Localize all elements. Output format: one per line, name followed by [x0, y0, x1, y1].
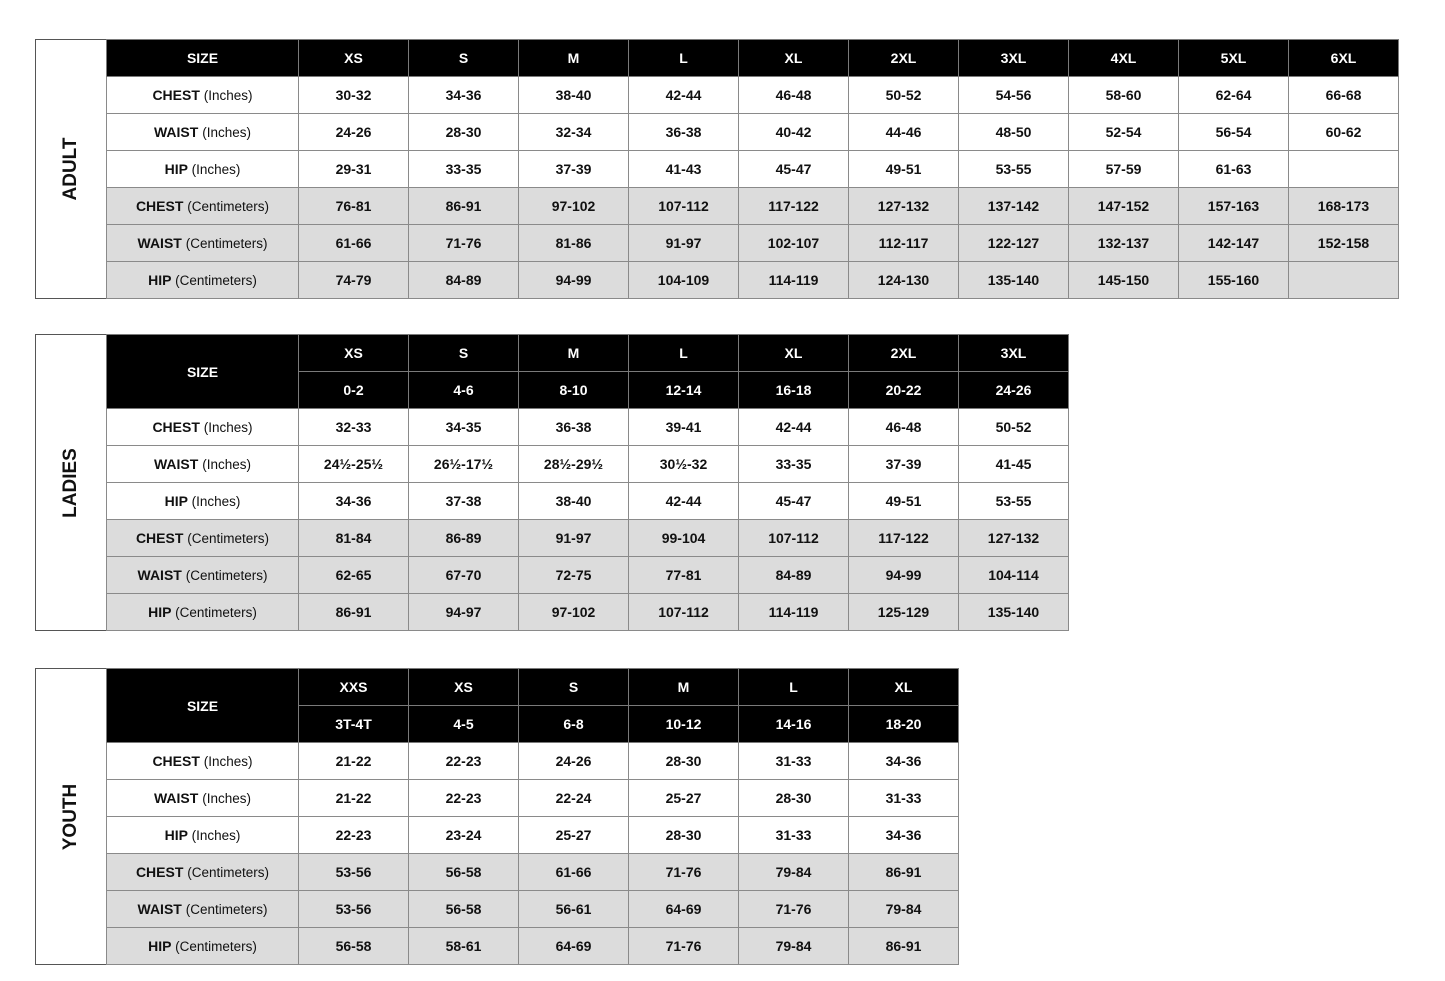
row-label: WAIST (Inches)	[107, 780, 299, 817]
table-cell: 25-27	[629, 780, 739, 817]
row-label: CHEST (Inches)	[107, 409, 299, 446]
table-cell: 77-81	[629, 557, 739, 594]
table-cell: 54-56	[959, 77, 1069, 114]
table-cell: 74-79	[299, 262, 409, 299]
table-cell: 56-61	[519, 891, 629, 928]
youth-size-header: SIZE	[107, 669, 299, 743]
table-row	[107, 225, 1399, 262]
youth-section	[35, 668, 959, 965]
table-cell: 31-33	[849, 780, 959, 817]
table-row	[107, 188, 1399, 225]
table-cell: 21-22	[299, 780, 409, 817]
table-cell: 102-107	[739, 225, 849, 262]
table-cell: 42-44	[629, 77, 739, 114]
row-label: CHEST (Inches)	[107, 743, 299, 780]
table-cell: 107-112	[629, 594, 739, 631]
table-cell: 56-54	[1179, 114, 1289, 151]
table-cell: 37-38	[409, 483, 519, 520]
table-row	[107, 114, 1399, 151]
table-cell: 62-64	[1179, 77, 1289, 114]
table-cell: 34-35	[409, 409, 519, 446]
table-cell: 79-84	[739, 854, 849, 891]
ladies-size-col: S	[409, 335, 519, 372]
table-cell: 124-130	[849, 262, 959, 299]
adult-section	[35, 39, 1399, 299]
table-cell: 48-50	[959, 114, 1069, 151]
table-row	[107, 557, 1069, 594]
row-label: CHEST (Centimeters)	[107, 188, 299, 225]
table-cell: 58-60	[1069, 77, 1179, 114]
table-cell: 31-33	[739, 817, 849, 854]
table-row	[107, 594, 1069, 631]
table-cell: 26½-17½	[409, 446, 519, 483]
table-cell: 28-30	[739, 780, 849, 817]
table-cell: 72-75	[519, 557, 629, 594]
ladies-numeric-size: 20-22	[849, 372, 959, 409]
adult-size-col: 3XL	[959, 40, 1069, 77]
table-row	[107, 891, 959, 928]
youth-age-size: 3T-4T	[299, 706, 409, 743]
adult-header-row	[107, 40, 1399, 77]
youth-size-col: XS	[409, 669, 519, 706]
table-cell: 114-119	[739, 594, 849, 631]
table-cell: 29-31	[299, 151, 409, 188]
table-cell: 24-26	[299, 114, 409, 151]
youth-size-table	[106, 668, 959, 965]
table-cell: 86-91	[849, 854, 959, 891]
table-cell: 53-56	[299, 854, 409, 891]
table-cell: 38-40	[519, 483, 629, 520]
table-cell: 61-63	[1179, 151, 1289, 188]
ladies-section-label: LADIES	[60, 447, 81, 518]
table-cell: 97-102	[519, 594, 629, 631]
table-cell: 147-152	[1069, 188, 1179, 225]
row-label: HIP (Centimeters)	[107, 928, 299, 965]
row-label: WAIST (Centimeters)	[107, 225, 299, 262]
table-cell: 30-32	[299, 77, 409, 114]
table-cell: 81-84	[299, 520, 409, 557]
youth-size-col: S	[519, 669, 629, 706]
table-cell: 142-147	[1179, 225, 1289, 262]
table-cell: 76-81	[299, 188, 409, 225]
table-cell: 28-30	[629, 743, 739, 780]
table-cell: 62-65	[299, 557, 409, 594]
table-cell: 24½-25½	[299, 446, 409, 483]
ladies-numeric-size: 16-18	[739, 372, 849, 409]
table-cell: 84-89	[739, 557, 849, 594]
table-cell: 137-142	[959, 188, 1069, 225]
table-row	[107, 743, 959, 780]
table-cell: 32-33	[299, 409, 409, 446]
table-cell: 36-38	[629, 114, 739, 151]
table-cell: 71-76	[629, 854, 739, 891]
row-label: HIP (Inches)	[107, 817, 299, 854]
table-cell: 94-97	[409, 594, 519, 631]
youth-size-col: M	[629, 669, 739, 706]
table-cell: 71-76	[629, 928, 739, 965]
youth-size-col: XL	[849, 669, 959, 706]
ladies-numeric-size: 12-14	[629, 372, 739, 409]
row-label: WAIST (Inches)	[107, 114, 299, 151]
row-label: WAIST (Centimeters)	[107, 557, 299, 594]
table-cell: 42-44	[629, 483, 739, 520]
table-cell: 53-55	[959, 151, 1069, 188]
row-label: CHEST (Centimeters)	[107, 854, 299, 891]
table-cell: 97-102	[519, 188, 629, 225]
table-cell: 31-33	[739, 743, 849, 780]
youth-age-size: 18-20	[849, 706, 959, 743]
table-cell: 86-91	[299, 594, 409, 631]
youth-age-size: 6-8	[519, 706, 629, 743]
table-cell: 135-140	[959, 594, 1069, 631]
table-row	[107, 928, 959, 965]
table-cell: 117-122	[849, 520, 959, 557]
table-cell: 94-99	[519, 262, 629, 299]
row-label: WAIST (Centimeters)	[107, 891, 299, 928]
adult-size-col: 6XL	[1289, 40, 1399, 77]
table-cell: 122-127	[959, 225, 1069, 262]
youth-age-size: 4-5	[409, 706, 519, 743]
adult-size-col: S	[409, 40, 519, 77]
table-cell: 41-45	[959, 446, 1069, 483]
table-cell: 53-56	[299, 891, 409, 928]
table-cell: 104-114	[959, 557, 1069, 594]
row-label: CHEST (Centimeters)	[107, 520, 299, 557]
table-cell: 60-62	[1289, 114, 1399, 151]
table-cell: 40-42	[739, 114, 849, 151]
table-cell: 28-30	[629, 817, 739, 854]
ladies-section	[35, 334, 1069, 631]
ladies-size-header: SIZE	[107, 335, 299, 409]
table-cell: 157-163	[1179, 188, 1289, 225]
table-cell: 56-58	[409, 854, 519, 891]
table-cell: 49-51	[849, 151, 959, 188]
row-label: HIP (Inches)	[107, 151, 299, 188]
table-cell: 112-117	[849, 225, 959, 262]
table-cell: 39-41	[629, 409, 739, 446]
ladies-numeric-size: 0-2	[299, 372, 409, 409]
adult-size-col: L	[629, 40, 739, 77]
table-cell: 50-52	[959, 409, 1069, 446]
table-cell: 81-86	[519, 225, 629, 262]
table-cell: 64-69	[519, 928, 629, 965]
table-cell: 24-26	[519, 743, 629, 780]
table-cell: 107-112	[629, 188, 739, 225]
table-cell: 28½-29½	[519, 446, 629, 483]
table-cell: 155-160	[1179, 262, 1289, 299]
youth-side-panel	[35, 668, 106, 965]
table-row	[107, 520, 1069, 557]
table-row	[107, 483, 1069, 520]
table-cell: 52-54	[1069, 114, 1179, 151]
table-cell: 114-119	[739, 262, 849, 299]
table-cell: 50-52	[849, 77, 959, 114]
table-cell: 91-97	[629, 225, 739, 262]
youth-age-size: 10-12	[629, 706, 739, 743]
table-cell: 21-22	[299, 743, 409, 780]
table-cell: 53-55	[959, 483, 1069, 520]
table-cell: 38-40	[519, 77, 629, 114]
table-cell: 168-173	[1289, 188, 1399, 225]
adult-size-table	[106, 39, 1399, 299]
table-cell: 23-24	[409, 817, 519, 854]
table-cell: 22-23	[409, 743, 519, 780]
table-cell: 42-44	[739, 409, 849, 446]
ladies-size-col: 2XL	[849, 335, 959, 372]
table-row	[107, 409, 1069, 446]
table-cell: 64-69	[629, 891, 739, 928]
ladies-size-col: M	[519, 335, 629, 372]
table-cell: 28-30	[409, 114, 519, 151]
table-cell: 34-36	[849, 743, 959, 780]
ladies-header-row	[107, 335, 1069, 372]
table-cell: 104-109	[629, 262, 739, 299]
table-cell: 32-34	[519, 114, 629, 151]
table-cell: 33-35	[739, 446, 849, 483]
table-cell: 71-76	[739, 891, 849, 928]
table-cell: 66-68	[1289, 77, 1399, 114]
youth-size-col: L	[739, 669, 849, 706]
adult-size-col: 5XL	[1179, 40, 1289, 77]
table-cell: 145-150	[1069, 262, 1179, 299]
table-cell: 22-24	[519, 780, 629, 817]
table-cell: 99-104	[629, 520, 739, 557]
ladies-size-col: XS	[299, 335, 409, 372]
ladies-size-col: L	[629, 335, 739, 372]
table-cell: 117-122	[739, 188, 849, 225]
adult-size-col: M	[519, 40, 629, 77]
table-row	[107, 262, 1399, 299]
table-cell: 37-39	[849, 446, 959, 483]
table-cell: 46-48	[849, 409, 959, 446]
table-row	[107, 854, 959, 891]
table-cell: 71-76	[409, 225, 519, 262]
table-cell: 46-48	[739, 77, 849, 114]
table-cell: 125-129	[849, 594, 959, 631]
table-cell: 34-36	[299, 483, 409, 520]
table-cell: 56-58	[299, 928, 409, 965]
table-cell: 84-89	[409, 262, 519, 299]
table-cell: 22-23	[409, 780, 519, 817]
table-cell: 44-46	[849, 114, 959, 151]
table-cell: 61-66	[299, 225, 409, 262]
table-row	[107, 151, 1399, 188]
row-label: HIP (Centimeters)	[107, 262, 299, 299]
row-label: HIP (Centimeters)	[107, 594, 299, 631]
table-cell: 152-158	[1289, 225, 1399, 262]
table-cell: 86-91	[849, 928, 959, 965]
youth-size-col: XXS	[299, 669, 409, 706]
adult-size-col: 2XL	[849, 40, 959, 77]
table-cell: 61-66	[519, 854, 629, 891]
ladies-size-col: 3XL	[959, 335, 1069, 372]
table-cell: 33-35	[409, 151, 519, 188]
ladies-size-table	[106, 334, 1069, 631]
youth-age-size: 14-16	[739, 706, 849, 743]
table-row	[107, 817, 959, 854]
ladies-side-panel	[35, 334, 106, 631]
table-cell	[1289, 262, 1399, 299]
table-cell: 30½-32	[629, 446, 739, 483]
table-cell: 127-132	[959, 520, 1069, 557]
table-cell: 57-59	[1069, 151, 1179, 188]
table-cell: 91-97	[519, 520, 629, 557]
row-label: HIP (Inches)	[107, 483, 299, 520]
adult-side-panel	[35, 39, 106, 299]
ladies-size-col: XL	[739, 335, 849, 372]
table-cell: 34-36	[409, 77, 519, 114]
table-row	[107, 446, 1069, 483]
table-cell: 94-99	[849, 557, 959, 594]
table-cell	[1289, 151, 1399, 188]
table-cell: 56-58	[409, 891, 519, 928]
adult-size-col: 4XL	[1069, 40, 1179, 77]
adult-size-header: SIZE	[107, 40, 299, 77]
table-cell: 49-51	[849, 483, 959, 520]
table-cell: 34-36	[849, 817, 959, 854]
table-cell: 67-70	[409, 557, 519, 594]
table-cell: 37-39	[519, 151, 629, 188]
table-cell: 41-43	[629, 151, 739, 188]
adult-size-col: XS	[299, 40, 409, 77]
youth-section-label: YOUTH	[60, 783, 81, 850]
table-cell: 36-38	[519, 409, 629, 446]
table-cell: 107-112	[739, 520, 849, 557]
table-row	[107, 77, 1399, 114]
table-cell: 86-89	[409, 520, 519, 557]
table-cell: 135-140	[959, 262, 1069, 299]
table-cell: 127-132	[849, 188, 959, 225]
adult-section-label: ADULT	[60, 137, 81, 201]
table-cell: 45-47	[739, 151, 849, 188]
adult-size-col: XL	[739, 40, 849, 77]
table-cell: 58-61	[409, 928, 519, 965]
table-cell: 86-91	[409, 188, 519, 225]
table-cell: 79-84	[739, 928, 849, 965]
table-row	[107, 780, 959, 817]
row-label: CHEST (Inches)	[107, 77, 299, 114]
youth-header-row	[107, 669, 959, 706]
table-cell: 22-23	[299, 817, 409, 854]
table-cell: 25-27	[519, 817, 629, 854]
table-cell: 132-137	[1069, 225, 1179, 262]
ladies-numeric-size: 4-6	[409, 372, 519, 409]
ladies-numeric-size: 8-10	[519, 372, 629, 409]
row-label: WAIST (Inches)	[107, 446, 299, 483]
table-cell: 45-47	[739, 483, 849, 520]
ladies-numeric-size: 24-26	[959, 372, 1069, 409]
table-cell: 79-84	[849, 891, 959, 928]
